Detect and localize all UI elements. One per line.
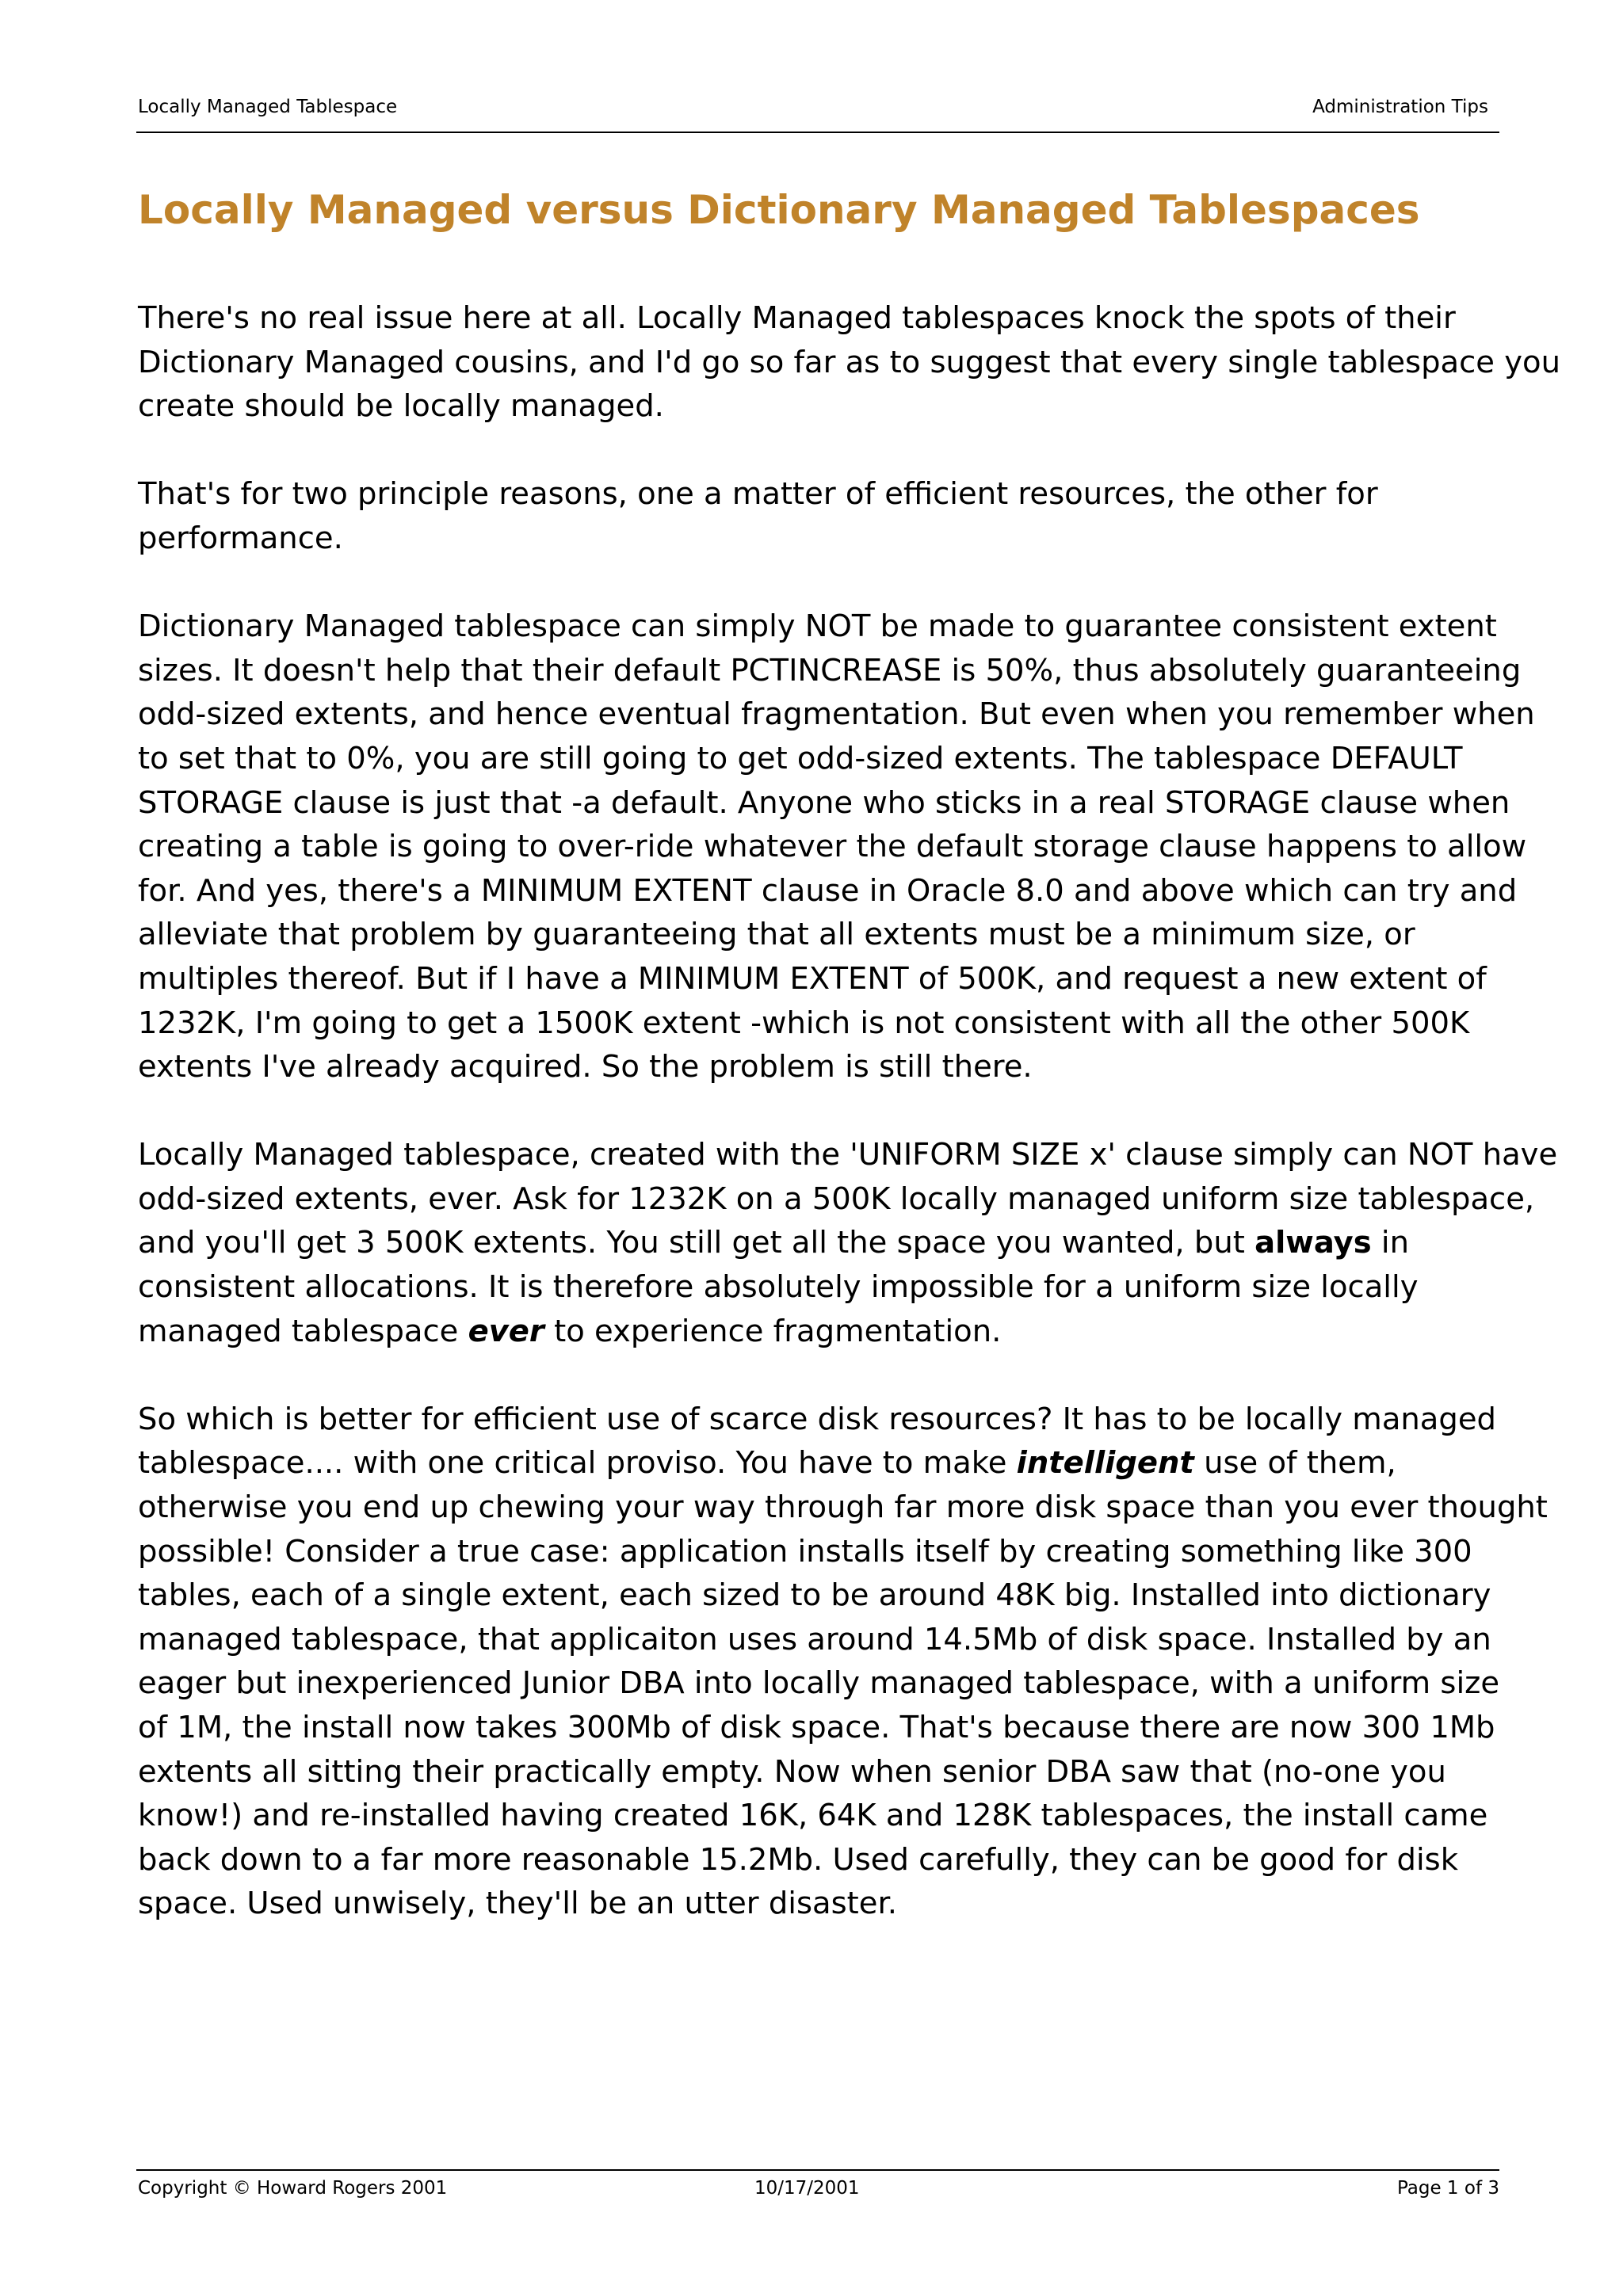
bold-italic-intelligent: intelligent [1016,1445,1194,1482]
footer-copyright: Copyright © Howard Rogers 2001 [138,2178,448,2199]
text-line: 1232K, I'm going to get a 1500K extent -which is not consistent with all the other 500K [138,1005,1470,1041]
text-line: STORAGE clause is just that -a default. Anyone who sticks in a real STORAGE clause when [138,784,1510,821]
text-line: That's for two principle reasons, one a matter of efficient resources, the other for [138,476,1378,513]
text-line: tables, each of a single extent, each sized to be around 48K big. Installed into dictionary [138,1577,1491,1614]
page-title: Locally Managed versus Dictionary Managed Tablespaces [138,187,1420,233]
footer-date: 10/17/2001 [754,2178,860,2199]
text-run: to experience fragmentation. [544,1313,1002,1349]
footer-page-number: Page 1 of 3 [1396,2178,1499,2199]
text-run: tablespace.... with one critical proviso. You have to make [138,1445,1017,1482]
text-line: odd-sized extents, and hence eventual fragmentation. But even when you remember when [138,696,1535,733]
text-line: Locally Managed tablespace, created with the 'UNIFORM SIZE x' clause simply can NOT have [138,1137,1558,1173]
text-line: back down to a far more reasonable 15.2Mb. Used carefully, they can be good for disk [138,1841,1459,1878]
page-header [136,93,1499,133]
text-line: So which is better for efficient use of scarce disk resources? It has to be locally managed [138,1401,1496,1437]
paragraph-1 [138,296,1560,429]
paragraph-5 [138,1398,1548,1926]
text-line: extents I've already acquired. So the problem is still there. [138,1049,1033,1085]
paragraph-3 [138,605,1535,1089]
paragraph-2 [138,472,1501,560]
bold-always: always [1254,1225,1372,1261]
text-line: space. Used unwisely, they'll be an utter disaster. [138,1886,897,1922]
text-line: alleviate that problem by guaranteeing that all extents must be a minimum size, or [138,917,1415,953]
text-line: multiples thereof. But if I have a MINIMUM EXTENT of 500K, and request a new extent of [138,960,1487,997]
text-line: create should be locally managed. [138,388,664,425]
text-run: and you'll get 3 500K extents. You still get all the space you wanted, but [138,1225,1255,1261]
text-line: sizes. It doesn't help that their default PCTINCREASE is 50%, thus absolutely guaranteeing [138,652,1522,688]
bold-italic-ever: ever [468,1313,544,1349]
text-line: There's no real issue here at all. Locally Managed tablespaces knock the spots of their [138,300,1456,336]
text-run: use of them, [1193,1445,1396,1482]
body-text [138,296,1560,1970]
text-line: possible! Consider a true case: application installs itself by creating something like 300 [138,1533,1472,1569]
text-line: of 1M, the install now takes 300Mb of disk space. That's because there are now 300 1Mb [138,1710,1495,1745]
text-line: otherwise you end up chewing your way through far more disk space than you ever thought [138,1489,1548,1526]
text-line: creating a table is going to over-ride whatever the default storage clause happens to allow [138,829,1527,865]
text-line: managed tablespace, that applicaiton uses around 14.5Mb of disk space. Installed by an [138,1621,1491,1657]
header-doc-title: Locally Managed Tablespace [138,97,398,117]
page-footer [136,2169,1499,2203]
text-line: to set that to 0%, you are still going to get odd-sized extents. The tablespace DEFAULT [138,740,1463,776]
text-run: managed tablespace [138,1313,468,1349]
text-line: consistent allocations. It is therefore absolutely impossible for a uniform size locally [138,1269,1419,1306]
text-line: eager but inexperienced Junior DBA into locally managed tablespace, with a uniform size [138,1665,1500,1702]
text-line: know!) and re-installed having created 16K, 64K and 128K tablespaces, the install came [138,1798,1488,1834]
text-line: performance. [138,520,343,556]
text-line: for. And yes, there's a MINIMUM EXTENT clause in Oracle 8.0 and above which can try and [138,872,1518,909]
paragraph-4 [138,1133,1558,1353]
text-line: Dictionary Managed cousins, and I'd go so far as to suggest that every single tablespace you [138,344,1560,380]
header-section: Administration Tips [1312,97,1488,117]
text-run: in [1371,1225,1409,1261]
text-line: odd-sized extents, ever. Ask for 1232K on a 500K locally managed uniform size tablespace, [138,1180,1535,1217]
text-line: extents all sitting their practically empty. Now when senior DBA saw that (no-one you [138,1753,1446,1790]
text-line: Dictionary Managed tablespace can simply NOT be made to guarantee consistent extent [138,608,1497,645]
